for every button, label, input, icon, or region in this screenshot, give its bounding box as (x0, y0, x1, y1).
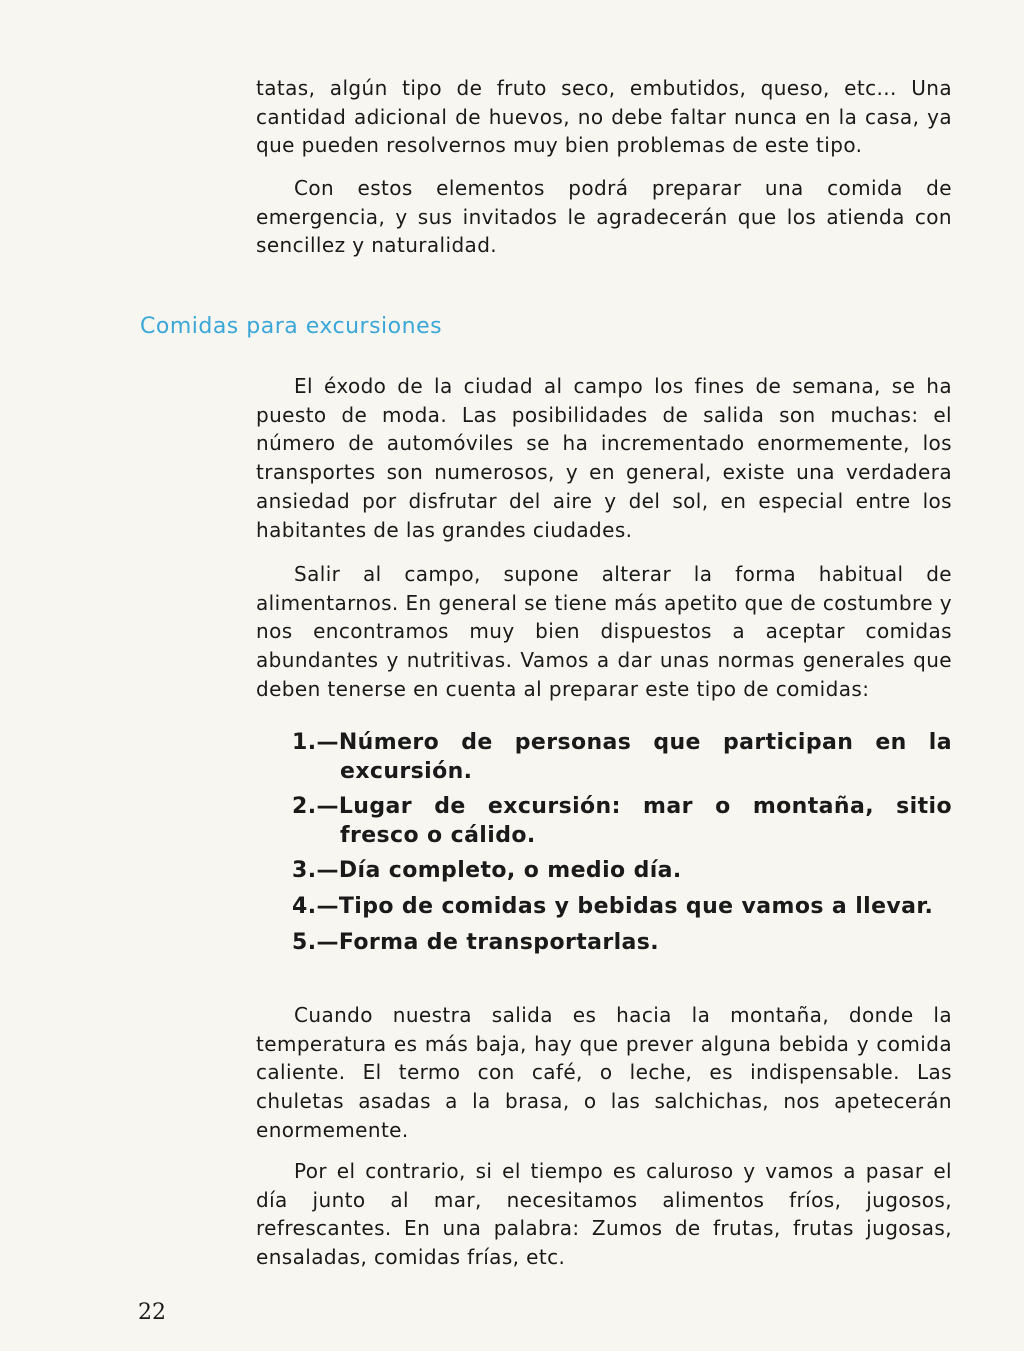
list-item: 2.—Lugar de excursión: mar o montaña, sitio fresco o cálido. (292, 794, 952, 848)
paragraph-5: Cuando nuestra salida es hacia la montaña, donde la temperatura es más baja, hay que prever alguna bebida y comida caliente. El termo con café, o leche, es indispensable. Las chuletas asadas a la brasa, o las salchichas, nos apetecerán enormemente. (256, 1003, 952, 1142)
list-item: 1.—Número de personas que participan en la excursión. (292, 730, 952, 784)
paragraph-4: Salir al campo, supone alterar la forma habitual de alimentarnos. En general se tiene más apetito que de costumbre y nos encontramos muy bien dispuestos a aceptar comidas abundantes y nutritivas. Vamos a dar unas normas generales que deben tenerse en cuenta al preparar este tipo de comidas: (256, 562, 952, 701)
list-item: 3.—Día completo, o medio día. (292, 858, 682, 883)
page-number: 22 (138, 1300, 166, 1325)
list-item: 5.—Forma de transportarlas. (292, 930, 660, 955)
list-item: 4.—Tipo de comidas y bebidas que vamos a llevar. (292, 894, 934, 919)
guidelines-list (292, 728, 952, 964)
paragraph-2: Con estos elementos podrá preparar una comida de emergencia, y sus invitados le agradecerán que los atienda con sencillez y naturalidad. (256, 176, 952, 258)
paragraph-3: El éxodo de la ciudad al campo los fines de semana, se ha puesto de moda. Las posibilidades de salida son muchas: el número de automóviles se ha incrementado enormemente, los transportes son numerosos, y en general, existe una verdadera ansiedad por disfrutar del aire y del sol, en especial entre los habitantes de las grandes ciudades. (256, 374, 952, 542)
paragraph-1: tatas, algún tipo de fruto seco, embutidos, queso, etc... Una cantidad adicional de huevos, no debe faltar nunca en la casa, ya que pueden resolvernos muy bien problemas de este tipo. (256, 76, 952, 158)
section-title: Comidas para excursiones (140, 314, 443, 339)
paragraph-6: Por el contrario, si el tiempo es caluroso y vamos a pasar el día junto al mar, necesitamos alimentos fríos, jugosos, refrescantes. En una palabra: Zumos de frutas, frutas jugosas, ensaladas, comidas frías, etc. (256, 1159, 952, 1270)
